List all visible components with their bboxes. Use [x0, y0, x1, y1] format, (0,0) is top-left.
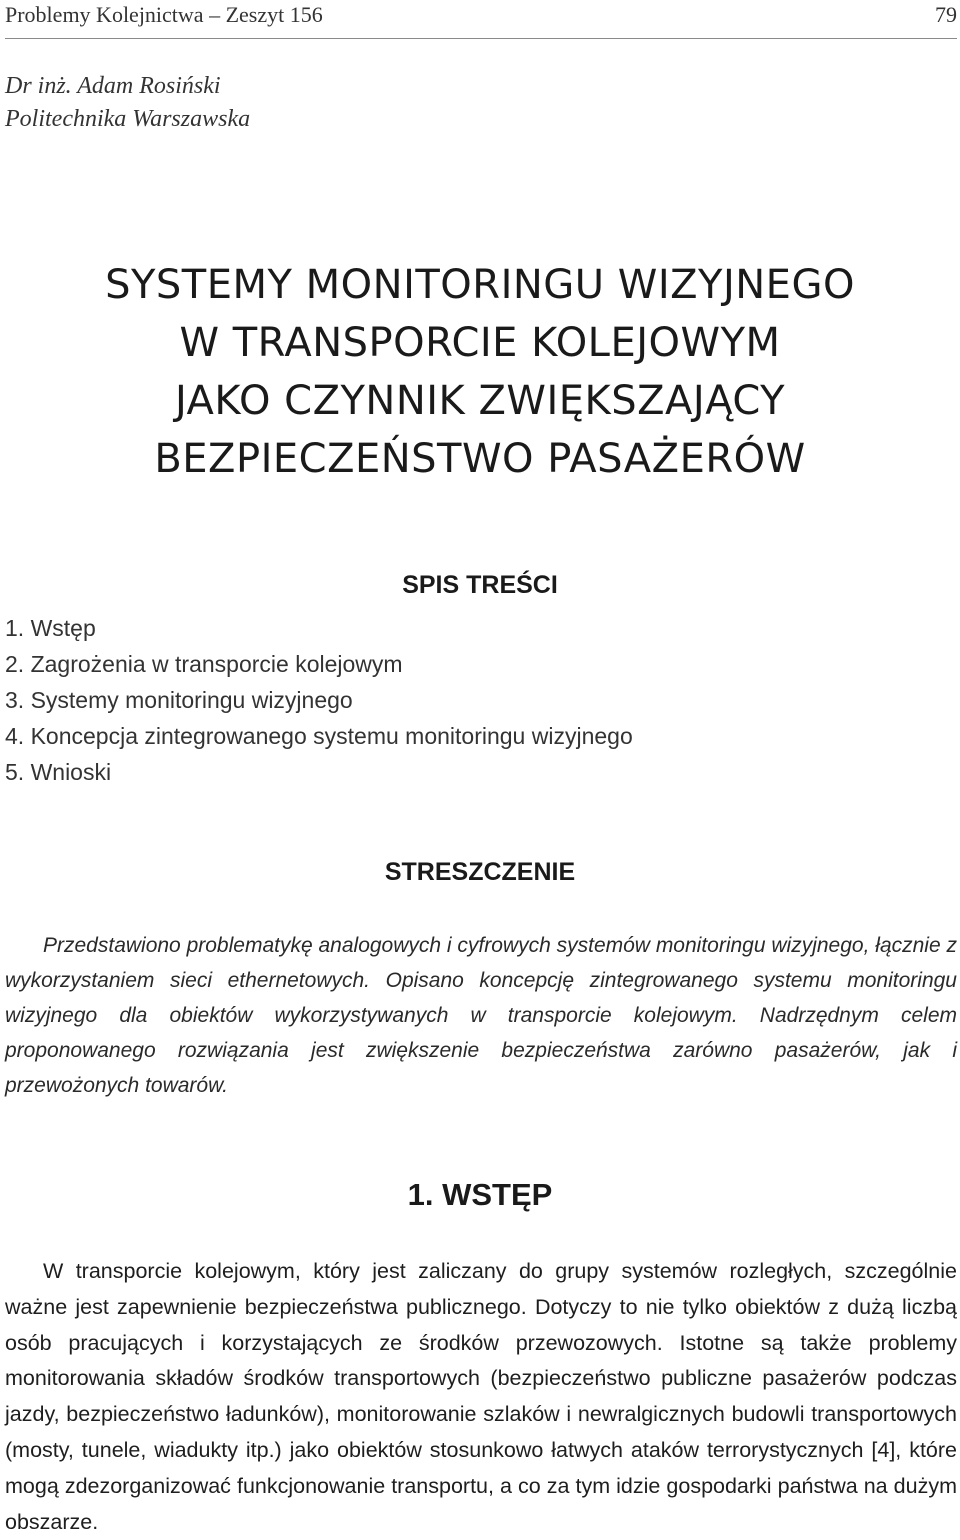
- title-line: SYSTEMY MONITORINGU WIZYJNEGO: [105, 262, 855, 308]
- toc-item: 2. Zagrożenia w transporcie kolejowym: [5, 651, 403, 677]
- page-header: [5, 0, 957, 39]
- abstract-text: Przedstawiono problematykę analogowych i cyfrowych systemów monitoringu wizyjnego, łącznie z wykorzystaniem sieci ethernetowych. Opisano koncepcję zintegrowanego systemu monitoringu wizyjnego dla obiektów wykorzystywanych w transporcie kolejowym. Nadrzędnym celem proponowanego rozwiązania jest zwiększenie bezpieczeństwa zarówno pasażerów, jak i przewożonych towarów.: [5, 934, 957, 1097]
- toc-item: 4. Koncepcja zintegrowanego systemu monitoringu wizyjnego: [5, 723, 633, 749]
- title-line: JAKO CZYNNIK ZWIĘKSZAJĄCY: [174, 378, 786, 424]
- title-line: BEZPIECZEŃSTWO PASAŻERÓW: [154, 436, 806, 482]
- title-line: W TRANSPORCIE KOLEJOWYM: [179, 320, 781, 366]
- toc-item: 1. Wstęp: [5, 615, 96, 641]
- abstract-heading: STRESZCZENIE: [384, 858, 576, 886]
- page-number: 79: [935, 2, 957, 27]
- author-affiliation: Politechnika Warszawska: [5, 106, 251, 132]
- author-block: [5, 70, 250, 136]
- toc-heading: SPIS TREŚCI: [402, 571, 558, 599]
- toc-item: 3. Systemy monitoringu wizyjnego: [5, 687, 353, 713]
- section-heading-introduction: 1. WSTĘP: [407, 1177, 553, 1212]
- introduction-paragraph: W transporcie kolejowym, który jest zaliczany do grupy systemów rozległych, szczególnie ważne jest zapewnienie bezpieczeństwa publicznego. Dotyczy to nie tylko obiektów z dużą liczbą osób pracujących i korzystających ze środków przewozowych. Istotne są także problemy monitorowania składów środków transportowych (bezpieczeństwo publiczne pasażerów podczas jazdy, bezpieczeństwo ładunków), monitorowanie szlaków i newralgicznych budowli transportowych (mosty, tunele, wiadukty itp.) jako obiektów stosunkowo łatwych ataków terrorystycznych [4], które mogą zdezorganizować funkcjonowanie transportu, a co za tym idzie gospodarki państwa na dużym obszarze.: [5, 1259, 957, 1534]
- paper-title: [0, 256, 960, 488]
- journal-title: Problemy Kolejnictwa – Zeszyt 156: [5, 2, 323, 27]
- toc-item: 5. Wnioski: [5, 759, 112, 785]
- author-name: Dr inż. Adam Rosiński: [5, 73, 221, 99]
- toc-list: [5, 610, 633, 790]
